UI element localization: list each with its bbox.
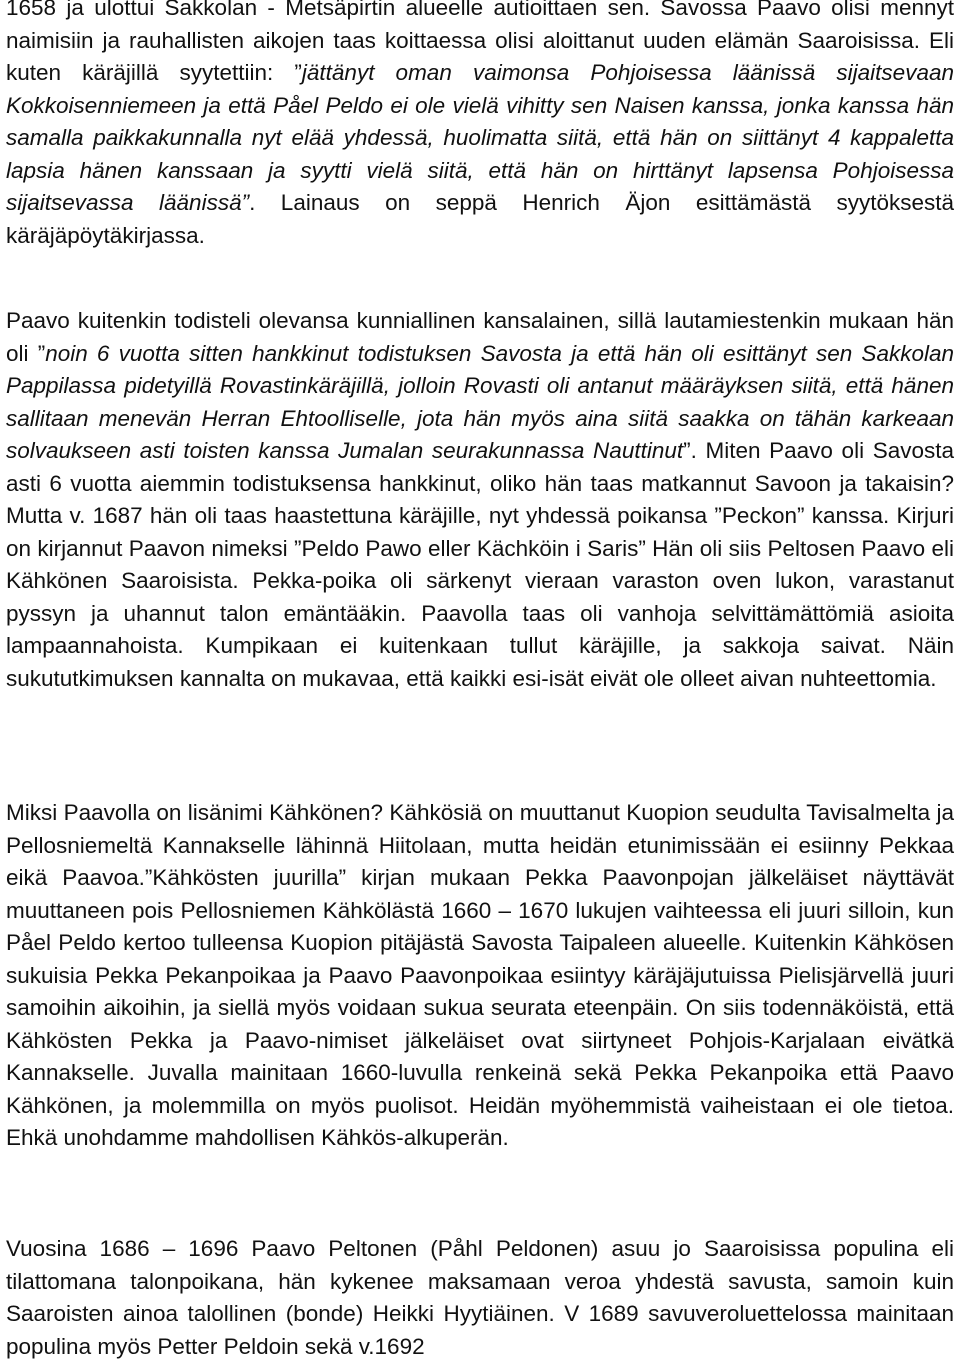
paragraph-4 <box>6 1233 954 1363</box>
paragraph-3-text: Miksi Paavolla on lisänimi Kähkönen? Kähkösiä on muuttanut Kuopion seudulta Tavisalmelta ja Pellosniemeltä Kannakselle lähinnä Hiitolaan, mutta heidän etunimissään ei esiinny Pekkaa eikä Paavoa.”Kähkösten juurilla” kirjan mukaan Pekka Paavonpojan jälkeläiset näyttävät muuttaneen pois Pellosniemen Kähkölästä 1660 – 1670 lukujen vaihteessa eli juuri silloin, kun Påel Peldo kertoo tulleensa Kuopion pitäjästä Savosta Taipaleen alueelle. Kuitenkin Kähkösen sukuisia Pekka Pekanpoikaa ja Paavo Paavonpoikaa esiintyy käräjäjutuissa Pielisjärvellä juuri samoihin aikoihin, ja siellä myös voidaan sukua seurata eteenpäin. On siis todennäköistä, että Kähkösten Pekka ja Paavo-nimiset jälkeläiset ovat siirtyneet Pohjois-Karjalaan eivätkä Kannakselle. Juvalla mainitaan 1660-luvulla renkeinä sekä Pekka Pekanpoika että Paavo Kähkönen, ja molemmilla on myös puolisot. Heidän myöhemmistä vaiheistaan ei ole tietoa. Ehkä unohdamme mahdollisen Kähkös-alkuperän. <box>6 800 954 1150</box>
paragraph-2 <box>6 305 954 695</box>
paragraph-1-quote: jättänyt oman vaimonsa Pohjoisessa läänissä sijaitsevaan Kokkoisenniemeen ja että Påel Peldo ei ole vielä vihitty sen Naisen kanssa, jonka kanssa hän samalla paikkakunnalla nyt elää yhdessä, huolimatta siitä, että hän on siittänyt 4 kappaletta lapsia hänen kanssaan ja syytti vielä siitä, että hän on hirttänyt lapsensa Pohjoisessa sijaitsevassa läänissä” <box>6 60 954 215</box>
paragraph-4-text: Vuosina 1686 – 1696 Paavo Peltonen (Påhl Peldonen) asuu jo Saaroisissa populina eli tilattomana talonpoikana, hän kykenee maksamaan veroa yhdestä savusta, samoin kuin Saaroisten ainoa talollinen (bonde) Heikki Hyytiäinen. V 1689 savuveroluettelossa mainitaan populina myös Petter Peldoin sekä v.1692 <box>6 1236 954 1359</box>
paragraph-2-text: Paavo kuitenkin todisteli olevansa kunniallinen kansalainen, sillä lautamiestenkin mukaan hän oli ” <box>6 308 954 366</box>
paragraph-2-quote: noin 6 vuotta sitten hankkinut todistuksen Savosta ja että hän oli esittänyt sen Sakkolan Pappilassa pidetyillä Rovastinkäräjillä, jolloin Rovasti oli antanut määräyksen siitä, että hänen sallitaan menevän Herran Ehtoolliselle, jota hän myös aina siitä saakka on tähän karkeaan solvaukseen asti toisten kanssa Jumalan seurakunnassa Nauttinut <box>6 340 954 463</box>
paragraph-1 <box>6 0 954 252</box>
paragraph-1-text: 1658 ja ulottui Sakkolan - Metsäpirtin alueelle autioittaen sen. Savossa Paavo olisi mennyt naimisiin ja rauhallisten aikojen taas koittaessa olisi aloittanut uuden elämän Saaroisissa. Eli kuten käräjillä syytettiin: ” <box>6 0 954 85</box>
paragraph-3 <box>6 797 954 1155</box>
paragraph-1-text-end: . Lainaus on seppä Henrich Äjon esittämästä syytöksestä käräjäpöytäkirjassa. <box>6 190 954 248</box>
paragraph-2-text-end: ”. Miten Paavo oli Savosta asti 6 vuotta aiemmin todistuksensa hankkinut, oliko hän taas matkannut Savoon ja takaisin? Mutta v. 1687 hän oli taas haastettuna käräjille, nyt yhdessä poikansa ”Peckon” kanssa. Kirjuri on kirjannut Paavon nimeksi ”Peldo Pawo eller Kächköin i Saris” Hän oli siis Peltosen Paavo eli Kähkönen Saaroisista. Pekka-poika oli särkenyt vieraan varaston oven lukon, varastanut pyssyn ja uhannut talon emäntääkin. Paavolla taas oli vanhoja selvittämättömiä asioita lampaannahoista. Kumpikaan ei kuitenkaan tullut käräjille, ja sakkoja saivat. Näin sukututkimuksen kannalta on mukavaa, että kaikki esi-isät eivät ole olleet aivan nuhteettomia. <box>6 438 954 691</box>
